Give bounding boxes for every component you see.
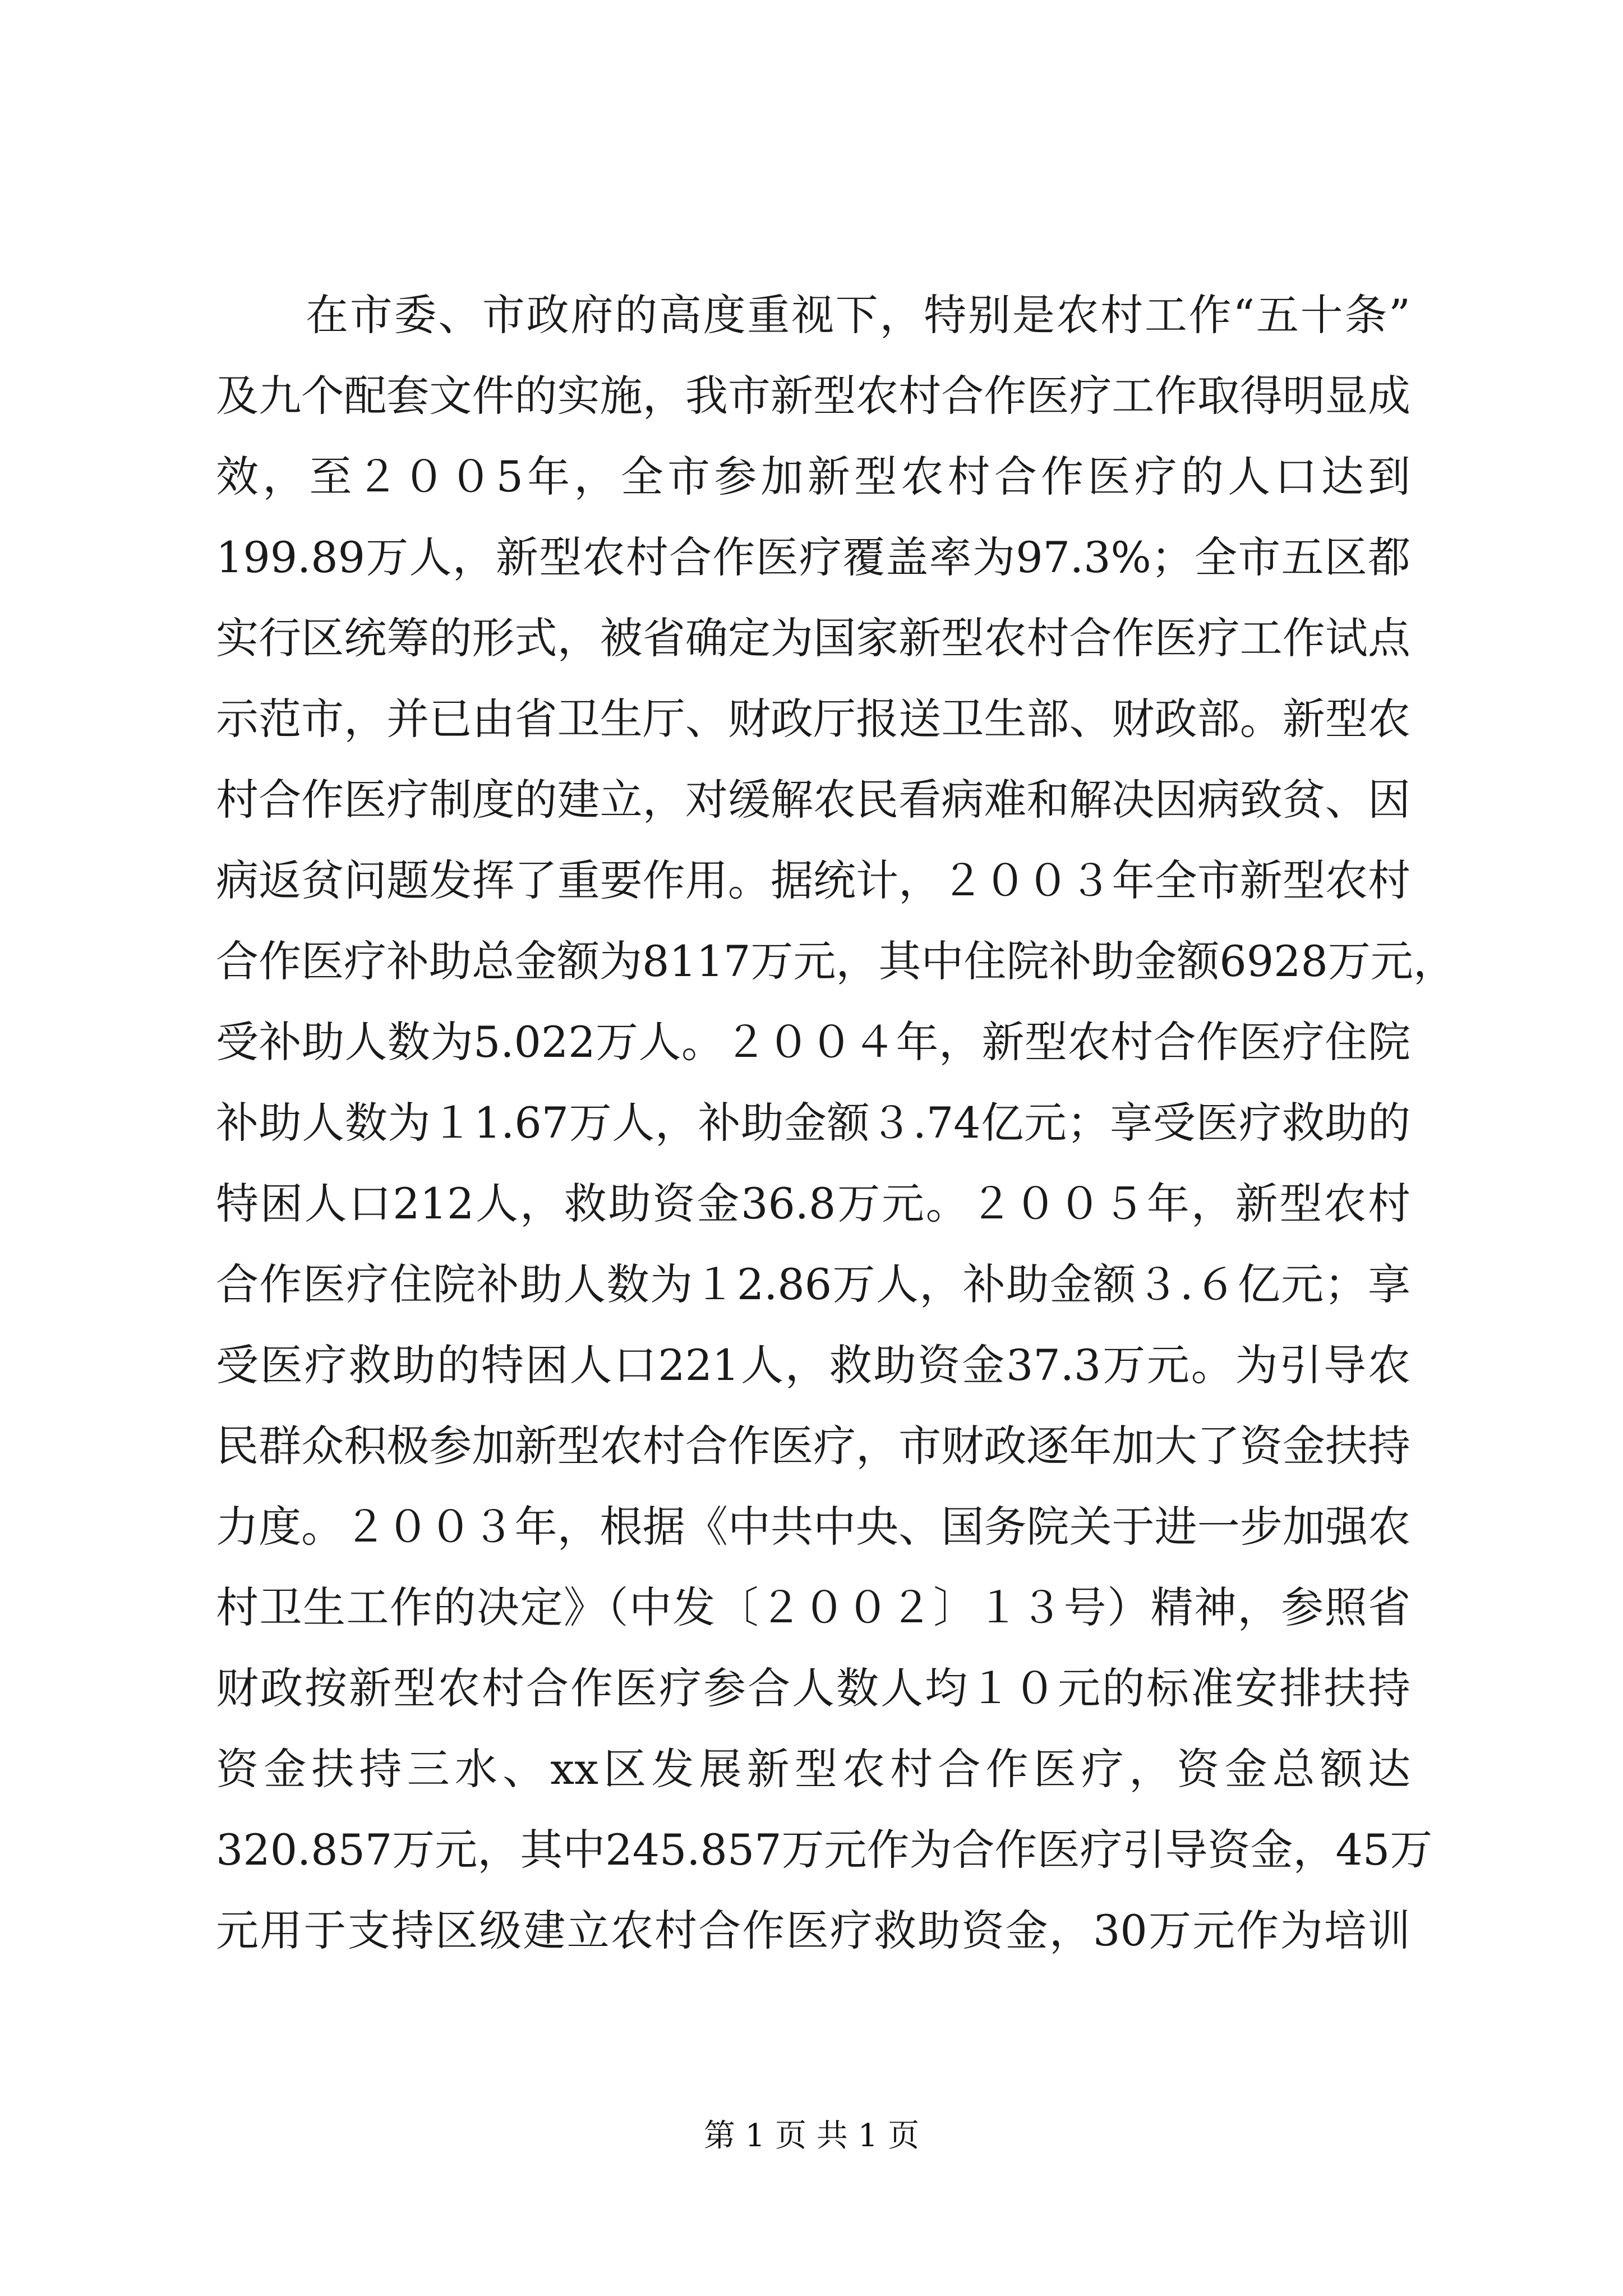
text-line: 受补助人数为5.022万人。２００４年，新型农村合作医疗住院 [216, 1017, 1410, 1067]
text-line: 资金扶持三水、xx区发展新型农村合作医疗，资金总额达 [216, 1744, 1410, 1794]
text-line: 受医疗救助的特困人口221人，救助资金37.3万元。为引导农 [216, 1340, 1410, 1390]
text-line: 财政按新型农村合作医疗参合人数人均１０元的标准安排扶持 [216, 1663, 1410, 1713]
text-line: 示范市，并已由省卫生厅、财政厅报送卫生部、财政部。新型农 [216, 694, 1410, 744]
text-line: 及九个配套文件的实施，我市新型农村合作医疗工作取得明显成 [216, 371, 1410, 421]
body-paragraph [216, 275, 1456, 1971]
text-line: 合作医疗住院补助人数为１2.86万人，补助金额３.６亿元；享 [216, 1259, 1410, 1309]
text-line: 在市委、市政府的高度重视下，特别是农村工作“五十条” [306, 290, 1410, 340]
text-line: 320.857万元，其中245.857万元作为合作医疗引导资金，45万 [216, 1825, 1433, 1875]
page-number-footer: 第 1 页 共 1 页 [703, 2118, 920, 2154]
text-line: 合作医疗补助总金额为8117万元，其中住院补助金额6928万元， [216, 936, 1456, 986]
text-line: 村卫生工作的决定》（中发〔２００２〕１３号）精神，参照省 [216, 1582, 1410, 1632]
text-line: 元用于支持区级建立农村合作医疗救助资金，30万元作为培训 [216, 1906, 1410, 1955]
text-line: 199.89万人，新型农村合作医疗覆盖率为97.3%；全市五区都 [216, 532, 1410, 582]
text-line: 实行区统筹的形式，被省确定为国家新型农村合作医疗工作试点 [216, 613, 1410, 663]
text-line: 力度。２００３年，根据《中共中央、国务院关于进一步加强农 [216, 1502, 1410, 1552]
text-line: 效，至２００5年，全市参加新型农村合作医疗的人口达到 [216, 452, 1410, 501]
text-line: 病返贫问题发挥了重要作用。据统计，２００３年全市新型农村 [216, 855, 1410, 905]
text-line: 特困人口212人，救助资金36.8万元。２００５年，新型农村 [216, 1179, 1410, 1228]
text-line: 补助人数为１1.67万人，补助金额３.74亿元；享受医疗救助的 [216, 1098, 1410, 1148]
text-line: 村合作医疗制度的建立，对缓解农民看病难和解决因病致贫、因 [216, 775, 1410, 825]
text-line: 民群众积极参加新型农村合作医疗，市财政逐年加大了资金扶持 [216, 1421, 1410, 1471]
